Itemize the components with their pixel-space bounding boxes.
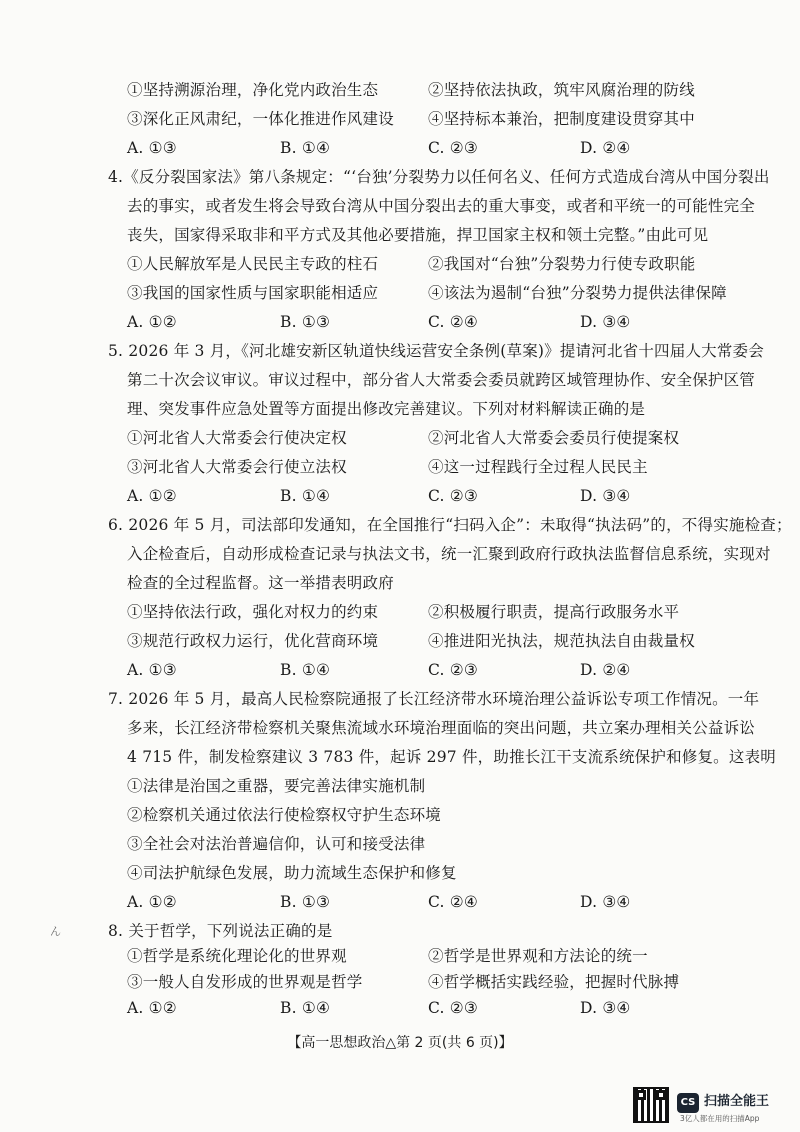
q3-answer-b: B. ①④ <box>280 139 331 157</box>
page-footer: 【高一思想政治△第 2 页(共 6 页)】 <box>287 1035 513 1051</box>
q8-stem-line-1: 8. 关于哲学，下列说法正确的是 <box>108 922 333 940</box>
q8-option-4: ④哲学概括实践经验，把握时代脉搏 <box>428 973 680 991</box>
q6-option-3: ③规范行政权力运行，优化营商环境 <box>127 632 379 650</box>
q7-option-1: ①法律是治国之重器，要完善法律实施机制 <box>127 777 426 795</box>
q3-option-3: ③深化正风肃纪，一体化推进作风建设 <box>127 110 394 128</box>
q8-option-3: ③一般人自发形成的世界观是哲学 <box>127 973 363 991</box>
q3-option-1: ①坚持溯源治理，净化党内政治生态 <box>127 81 379 99</box>
q4-answer-d: D. ③④ <box>580 313 631 331</box>
q7-option-4: ④司法护航绿色发展，助力流域生态保护和修复 <box>127 864 457 882</box>
watermark-subtitle: 3亿人都在用的扫描App <box>680 1114 760 1123</box>
q4-option-4: ④该法为遏制“台独”分裂势力提供法律保障 <box>428 284 727 302</box>
q6-answer-d: D. ②④ <box>580 661 631 679</box>
q7-answer-c: C. ②④ <box>428 893 478 911</box>
q8-answer-b: B. ①④ <box>280 999 331 1017</box>
q5-option-1: ①河北省人大常委会行使决定权 <box>127 429 347 447</box>
q3-option-4: ④坚持标本兼治，把制度建设贯穿其中 <box>428 110 695 128</box>
q5-answer-c: C. ②③ <box>428 487 478 505</box>
q7-option-2: ②检察机关通过依法行使检察权守护生态环境 <box>127 806 442 824</box>
q5-option-4: ④这一过程践行全过程人民民主 <box>428 458 648 476</box>
q5-option-2: ②河北省人大常委会委员行使提案权 <box>428 429 680 447</box>
q6-option-1: ①坚持依法行政，强化对权力的约束 <box>127 603 379 621</box>
q8-answer-c: C. ②③ <box>428 999 478 1017</box>
q5-stem-line-3: 理、突发事件应急处置等方面提出修改完善建议。下列对材料解读正确的是 <box>127 400 646 418</box>
q8-option-2: ②哲学是世界观和方法论的统一 <box>428 947 648 965</box>
q7-answer-a: A. ①② <box>127 893 177 911</box>
q6-option-4: ④推进阳光执法，规范执法自由裁量权 <box>428 632 695 650</box>
q7-answer-d: D. ③④ <box>580 893 631 911</box>
q5-stem-line-1: 5. 2026 年 3 月，《河北雄安新区轨道快线运营安全条例(草案)》提请河北省十四届人大常委会 <box>108 342 764 360</box>
q5-option-3: ③河北省人大常委会行使立法权 <box>127 458 347 476</box>
q4-stem-line-2: 去的事实，或者发生将会导致台湾从中国分裂出去的重大事变，或者和平统一的可能性完全 <box>127 197 756 215</box>
q4-stem-line-1: 4.《反分裂国家法》第八条规定：“‘台独’分裂势力以任何名义、任何方式造成台湾从中国分裂出 <box>108 168 770 186</box>
q4-answer-c: C. ②④ <box>428 313 478 331</box>
q4-option-3: ③我国的国家性质与国家职能相适应 <box>127 284 379 302</box>
q3-answer-d: D. ②④ <box>580 139 631 157</box>
q7-stem-line-1: 7. 2026 年 5 月，最高人民检察院通报了长江经济带水环境治理公益诉讼专项工作情况。一年 <box>108 690 760 708</box>
camscanner-logo-icon: CS <box>677 1093 699 1113</box>
q5-answer-b: B. ①④ <box>280 487 331 505</box>
q3-option-2: ②坚持依法执政，筑牢风腐治理的防线 <box>428 81 695 99</box>
q4-option-2: ②我国对“台独”分裂势力行使专政职能 <box>428 255 696 273</box>
q7-stem-line-3: 4 715 件，制发检察建议 3 783 件，起诉 297 件，助推长江干支流系统保护和修复。这表明 <box>127 748 776 766</box>
q5-answer-a: A. ①② <box>127 487 177 505</box>
margin-pencil-mark: ん <box>50 925 61 938</box>
q7-answer-b: B. ①③ <box>280 893 331 911</box>
q3-answer-a: A. ①③ <box>127 139 177 157</box>
q4-stem-line-3: 丧失，国家得采取非和平方式及其他必要措施，捍卫国家主权和领土完整。”由此可见 <box>127 226 709 244</box>
watermark-title: 扫描全能王 <box>704 1094 770 1109</box>
q8-answer-a: A. ①② <box>127 999 177 1017</box>
qr-code-icon <box>633 1087 669 1123</box>
q6-answer-b: B. ①④ <box>280 661 331 679</box>
q8-answer-d: D. ③④ <box>580 999 631 1017</box>
q7-stem-line-2: 多来，长江经济带检察机关聚焦流域水环境治理面临的突出问题，共立案办理相关公益诉讼 <box>127 719 756 737</box>
q4-answer-a: A. ①② <box>127 313 177 331</box>
q5-stem-line-2: 第二十次会议审议。审议过程中，部分省人大常委会委员就跨区域管理协作、安全保护区管 <box>127 371 756 389</box>
q8-option-1: ①哲学是系统化理论化的世界观 <box>127 947 347 965</box>
q6-option-2: ②积极履行职责，提高行政服务水平 <box>428 603 680 621</box>
q7-option-3: ③全社会对法治普遍信仰，认可和接受法律 <box>127 835 426 853</box>
q4-answer-b: B. ①③ <box>280 313 331 331</box>
q6-stem-line-1: 6. 2026 年 5 月，司法部印发通知，在全国推行“扫码入企”：未取得“执法码”的，不得实施检查； <box>108 516 792 534</box>
q4-option-1: ①人民解放军是人民民主专政的柱石 <box>127 255 379 273</box>
q6-stem-line-2: 入企检查后，自动形成检查记录与执法文书，统一汇聚到政府行政执法监督信息系统，实现对 <box>127 545 771 563</box>
q3-answer-c: C. ②③ <box>428 139 478 157</box>
q6-stem-line-3: 检查的全过程监督。这一举措表明政府 <box>127 574 394 592</box>
q6-answer-a: A. ①③ <box>127 661 177 679</box>
q6-answer-c: C. ②③ <box>428 661 478 679</box>
q5-answer-d: D. ③④ <box>580 487 631 505</box>
